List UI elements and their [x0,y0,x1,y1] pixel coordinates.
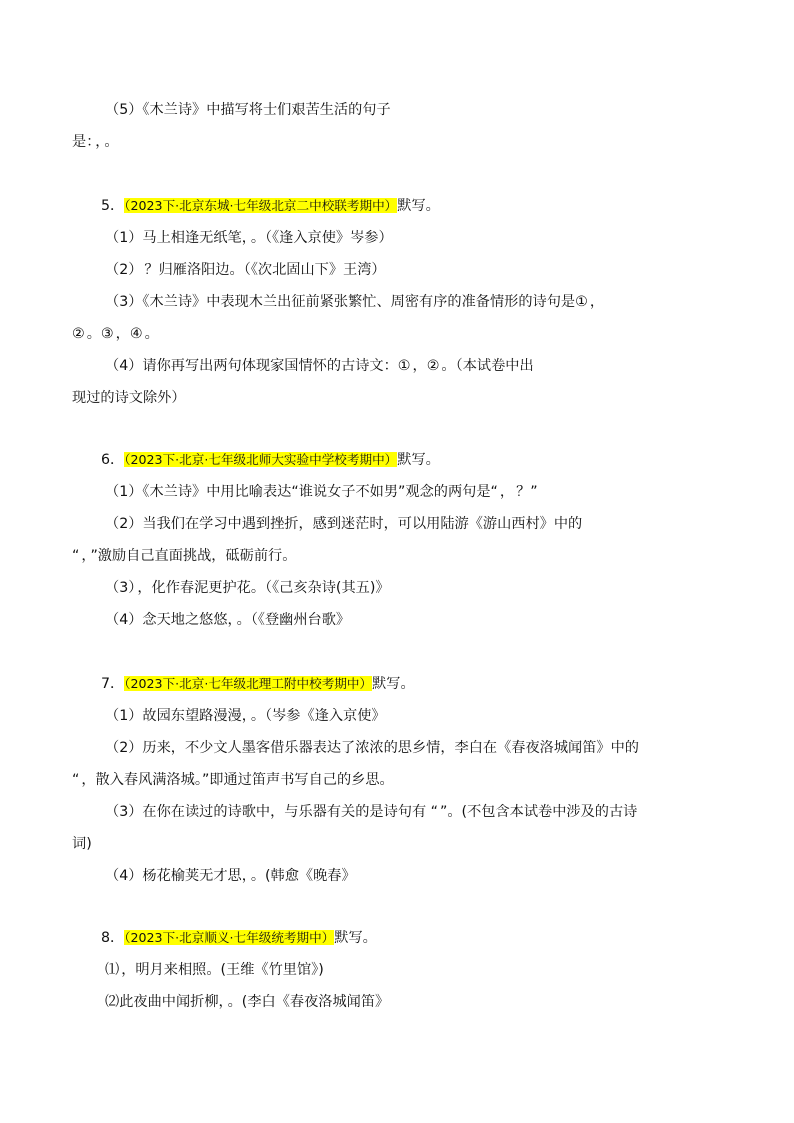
q5-item4: （4）请你再写出两句体现家国情怀的古诗文：① ，② 。（本试卷中出 [105,358,534,374]
q5-item2: （2） ？归雁洛阳边。（《次北固山下》王湾） [105,262,386,278]
q8-header [101,928,377,948]
q7-item2-cont: “ ，散入春风满洛城。”即通过笛声书写自己的乡思。 [72,772,394,788]
q6-item3: （3） ，化作春泥更护花。（《己亥杂诗(其五)》 [105,580,390,596]
q4-item5-line2: 是： ， 。 [72,134,119,150]
q7-item3-cont: 词) [72,836,92,852]
q6-item4: （4）念天地之悠悠， 。（《登幽州台歌》 [105,612,351,628]
q7-header [101,674,415,694]
q7-item1: （1）故园东望路漫漫， 。（岑参《逢入京使》 [105,708,386,724]
q8-item2: ⑵此夜曲中闻折柳， 。(李白《春夜洛城闻笛》 [105,994,390,1010]
source-highlight: （2023下·北京·七年级北师大实验中学校考期中） [124,452,398,467]
q7-item4: （4）杨花榆荚无才思， 。(韩愈《晚春》 [105,868,356,884]
q5-item3: （3）《木兰诗》中表现木兰出征前紧张繁忙、周密有序的准备情形的诗句是① ， [105,294,605,310]
question-number: 6． [101,452,125,468]
question-number: 7． [101,676,125,692]
q6-item1: （1）《木兰诗》中用比喻表达“谁说女子不如男”观念的两句是“ ， ？” [105,484,538,500]
instruction: 默写。 [334,930,377,946]
q5-item3-cont: ② 。③ ，④ 。 [72,326,159,342]
q6-header [101,450,440,470]
source-highlight: （2023下·北京东城·七年级北京二中校联考期中） [124,198,398,213]
q5-header [101,196,440,216]
question-number: 5． [101,198,125,214]
q6-item2-cont: “ ， ”激励自己直面挑战，砥砺前行。 [72,548,297,564]
q5-item1: （1）马上相逢无纸笔， 。（《逢入京使》岑参） [105,230,393,246]
q8-item1: ⑴ ，明月来相照。(王维《竹里馆》) [105,962,324,978]
question-number: 8． [101,930,125,946]
instruction: 默写。 [397,198,440,214]
source-highlight: （2023下·北京·七年级北理工附中校考期中） [124,676,373,691]
q7-item2: （2）历来，不少文人墨客借乐器表达了浓浓的思乡情，李白在《春夜洛城闻笛》中的 [105,740,639,756]
source-highlight: （2023下·北京顺义·七年级统考期中） [124,930,335,945]
q4-item5-text: （5）《木兰诗》中描写将士们艰苦生活的句子 [105,102,391,118]
q7-item3: （3）在你在读过的诗歌中，与乐器有关的是诗句有 “ ”。(不包含本试卷中涉及的古诗 [105,804,638,820]
instruction: 默写。 [372,676,415,692]
q6-item2: （2）当我们在学习中遇到挫折，感到迷茫时，可以用陆游《游山西村》中的 [105,516,583,532]
q5-item4-cont: 现过的诗文除外） [72,390,186,406]
instruction: 默写。 [397,452,440,468]
q4-item5-line1 [105,100,391,120]
